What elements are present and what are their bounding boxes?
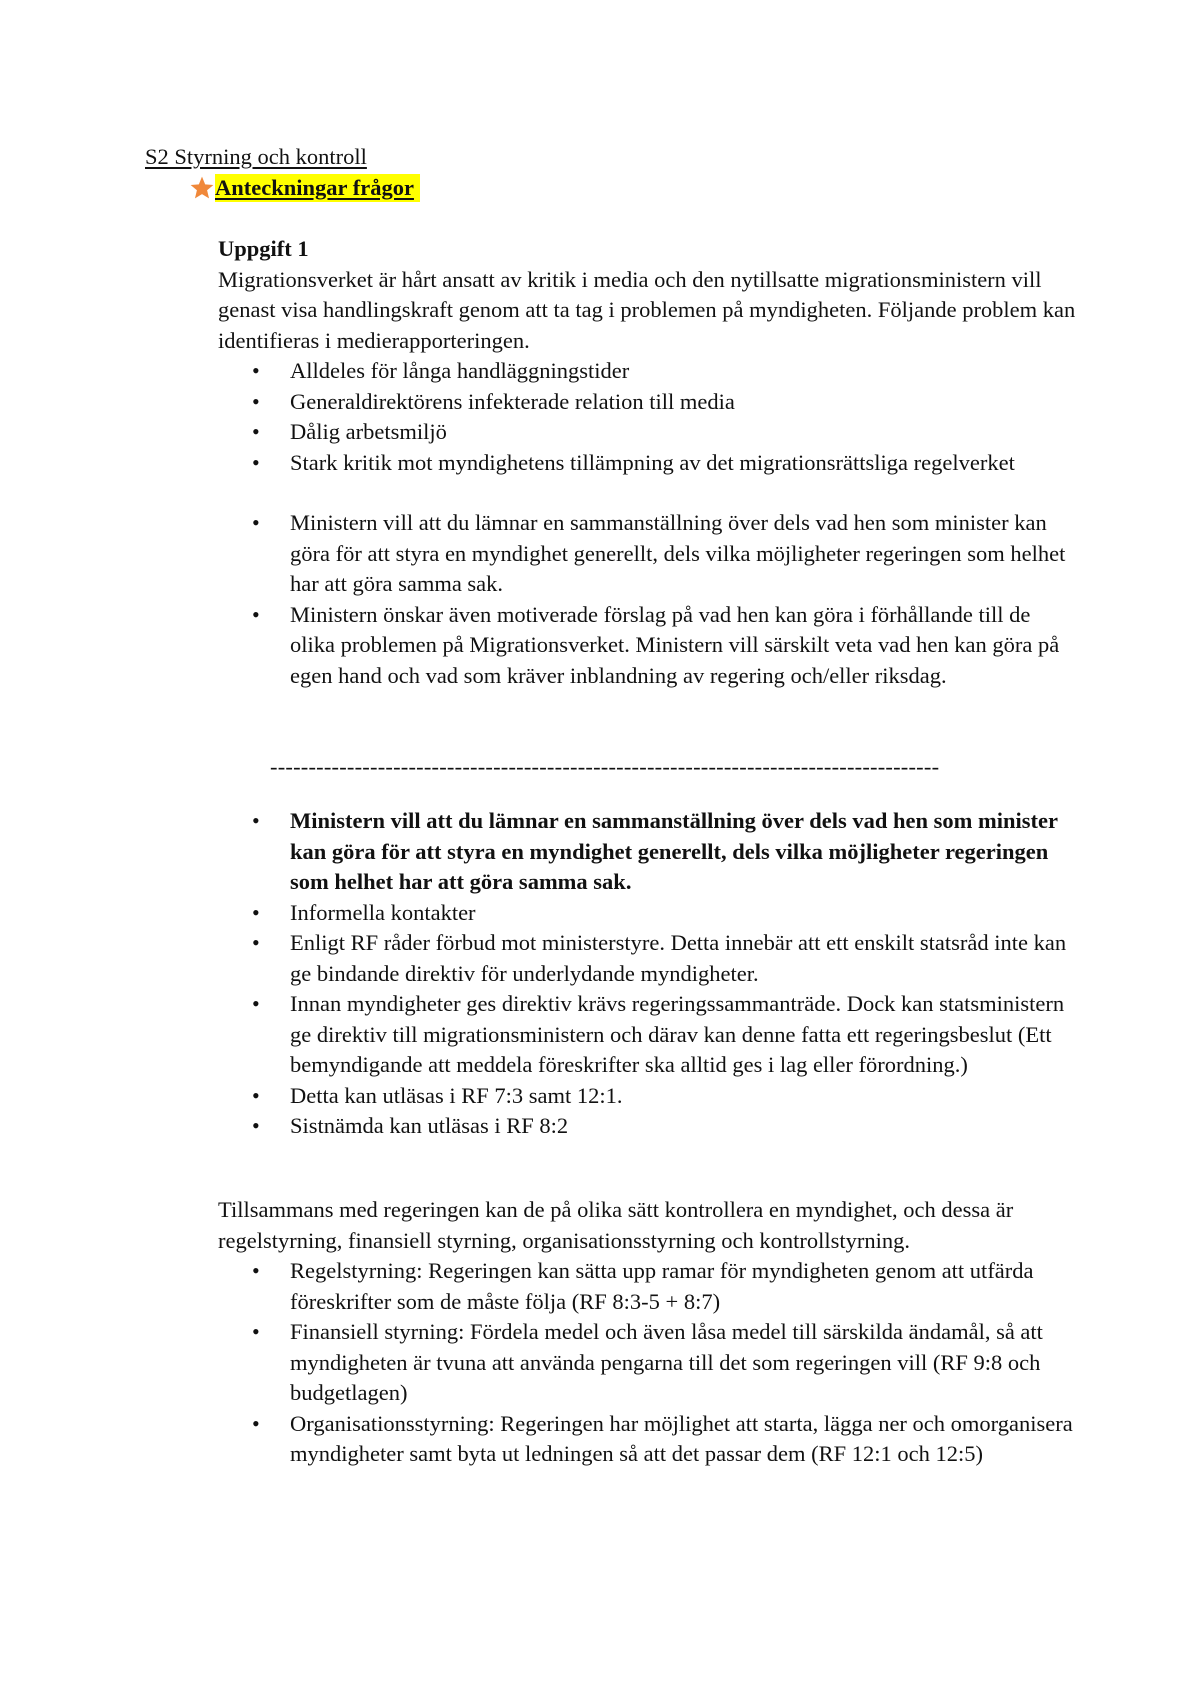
bullet-icon: • xyxy=(252,1113,260,1138)
list-item: • Stark kritik mot myndighetens tillämpning av det migrationsrättsliga regelverket xyxy=(290,448,1080,479)
list-item xyxy=(252,806,1080,898)
list-item: • Finansiell styrning: Fördela medel och även låsa medel till särskilda ändamål, så att myndigheten är tvuna att använda pengarna till det som regeringen vill (RF 9:8 och budgetlagen) xyxy=(252,1319,1043,1405)
list-item: • Generaldirektörens infekterade relation till media xyxy=(290,387,1080,418)
list-item: • Informella kontakter xyxy=(290,898,1080,929)
list-item: • Detta kan utläsas i RF 7:3 samt 12:1. xyxy=(290,1081,1080,1112)
steering-section xyxy=(218,1195,1078,1470)
list-item: • Alldeles för långa handläggningstider xyxy=(290,356,1080,387)
request-list xyxy=(252,508,1080,691)
bullet-icon: • xyxy=(252,1258,260,1283)
list-item: • Ministern vill att du lämnar en sammanställning över dels vad hen som minister kan göra för att styra en myndighet generellt, dels vilka möjligheter regeringen som helhet har att göra samma sak. xyxy=(252,510,1066,596)
bullet-icon: • xyxy=(252,449,260,475)
steering-list xyxy=(252,1256,1080,1470)
star-icon xyxy=(189,175,215,201)
bullet-icon: • xyxy=(252,1319,260,1344)
task-section xyxy=(218,234,1078,691)
answer-list xyxy=(252,806,1080,1142)
list-item: • Sistnämda kan utläsas i RF 8:2 xyxy=(290,1111,1080,1142)
list-item: • Organisationsstyrning: Regeringen har möjlighet att starta, lägga ner och omorganisera myndigheter samt byta ut ledningen så att det passar dem (RF 12:1 och 12:5) xyxy=(252,1410,1073,1466)
bullet-icon: • xyxy=(252,991,260,1016)
bullet-icon: • xyxy=(252,899,260,925)
answer-heading: Ministern vill att du lämnar en sammanställning över dels vad hen som minister kan göra för att styra en myndighet generellt, dels vilka möjligheter regeringen som helhet har att göra samma sak. xyxy=(290,808,1058,894)
bullet-icon: • xyxy=(252,358,260,383)
problem-list xyxy=(252,356,1080,478)
task-heading: Uppgift 1 xyxy=(218,236,309,261)
answer-section xyxy=(218,806,1078,1142)
list-item: • Ministern önskar även motiverade förslag på vad hen kan göra i förhållande till de olika problemen på Migrationsverket. Ministern vill särskilt veta vad hen kan göra på egen hand och vad som kräver inblandning av regering och/eller riksdag. xyxy=(252,601,1060,688)
list-item: • Innan myndigheter ges direktiv krävs regeringssammanträde. Dock kan statsministern ge direktiv till migrationsministern och därav kan denne fatta ett regeringsbeslut (Ett bemyndigande att meddela föreskrifter ska alltid ges i lag eller förordning.) xyxy=(252,991,1065,1077)
together-paragraph: Tillsammans med regeringen kan de på olika sätt kontrollera en myndighet, och dessa är regelstyrning, finansiell styrning, organisationsstyrning och kontrollstyrning. xyxy=(218,1197,1014,1253)
notes-heading: Anteckningar frågor xyxy=(215,174,420,202)
task-intro: Migrationsverket är hårt ansatt av kritik i media och den nytillsatte migrationsministern vill genast visa handlingskraft genom att ta tag i problemen på myndigheten. Följande problem kan identifieras i medierapporteringen. xyxy=(218,266,1076,353)
bullet-icon: • xyxy=(252,1082,260,1108)
list-item: • Regelstyrning: Regeringen kan sätta upp ramar för myndigheten genom att utfärda föreskrifter som de måste följa (RF 8:3-5 + 8:7) xyxy=(252,1258,1034,1314)
notes-heading-row xyxy=(189,173,420,203)
bullet-icon: • xyxy=(252,808,260,833)
document-title: S2 Styrning och kontroll xyxy=(145,144,367,169)
bullet-icon: • xyxy=(252,510,260,535)
list-item: • Enligt RF råder förbud mot ministerstyre. Detta innebär att ett enskilt statsråd inte kan ge bindande direktiv för underlydande myndigheter. xyxy=(252,930,1067,986)
bullet-icon: • xyxy=(252,388,260,414)
bullet-icon: • xyxy=(252,601,260,627)
bullet-icon: • xyxy=(252,930,260,955)
separator-line: --------------------------------------------------------------------------------------- xyxy=(270,754,940,779)
bullet-icon: • xyxy=(252,1410,260,1436)
list-item: • Dålig arbetsmiljö xyxy=(290,417,1080,448)
bullet-icon: • xyxy=(252,419,260,444)
